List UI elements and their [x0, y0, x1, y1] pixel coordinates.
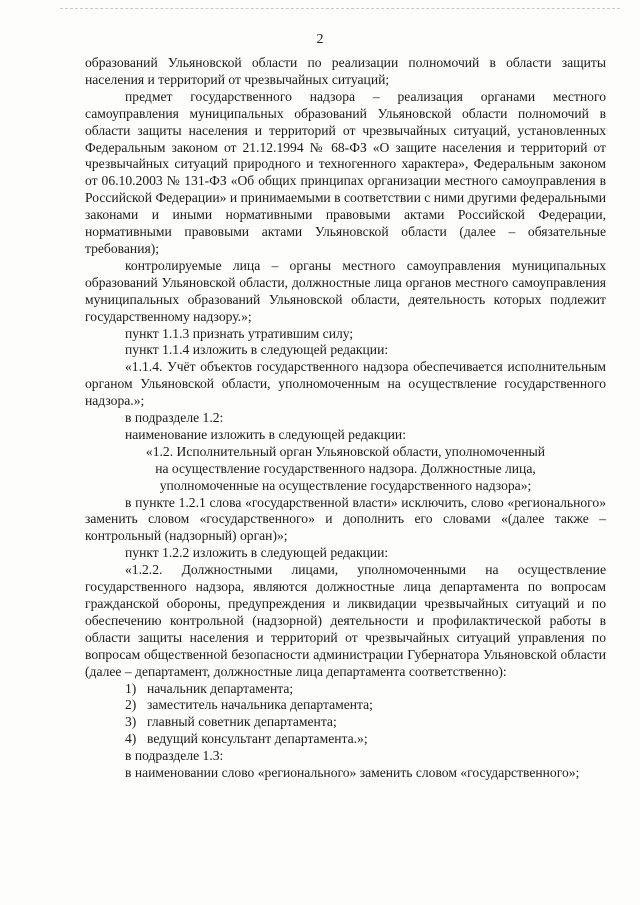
list-item-text: главный советник департамента;: [147, 714, 337, 730]
list-item-number: 3): [125, 714, 137, 730]
paragraph-item-1-2-1: в пункте 1.2.1 слова «государственной власти» исключить, слово «регионального» заменить словом «государственного» и дополнить его словами «(далее также – контрольный (надзорный) орган)»;: [85, 494, 606, 544]
paragraph-title-replacement: в наименовании слово «регионального» заменить словом «государственного»;: [125, 765, 580, 781]
paragraph-subject-of-supervision: предмет государственного надзора – реализация органами местного самоуправления муниципальных образований Ульяновской области полномочий в области защиты населения и территорий от чрезвычайных ситуаций, установленных Федеральным законом от 21.12.1994 № 68-ФЗ «О защите населения и территорий от чрезвычайных ситуаций природного и техногенного характера», Федеральным законом от 06.10.2003 № 131-ФЗ «Об общих принципах организации местного самоуправления в Российской Федерации» и принимаемыми в соответствии с ними другими федеральными законами и иными нормативными правовыми актами Российской Федерации, нормативными правовыми актами Ульяновской области (далее – обязательные требования);: [85, 88, 606, 256]
list-item: [85, 731, 606, 748]
section-heading-line-1: «1.2. Исполнительный орган Ульяновской области, уполномоченный: [145, 443, 546, 459]
paragraph-item-1-1-4-intro: пункт 1.1.4 изложить в следующей редакции:: [125, 342, 389, 358]
paragraph-item-1-2-2-intro: пункт 1.2.2 изложить в следующей редакции:: [125, 545, 389, 561]
page-number: 2: [316, 32, 324, 47]
paragraph-item-1-2-2-text: «1.2.2. Должностными лицами, уполномоченными на осуществление государственного надзора, являются должностные лица департамента по вопросам гражданской обороны, предупреждения и ликвидации чрезвычайных ситуаций и по обеспечению контрольной (надзорной) деятельности и профилактической работы в области защиты населения и территорий от чрезвычайных ситуаций управления по вопросам общественной безопасности администрации Губернатора Ульяновской области (далее – департамент, должностные лица департамента соответственно):: [85, 562, 606, 679]
paragraph-subsection-1-2: в подразделе 1.2:: [125, 410, 224, 426]
paragraph-subsection-1-3: в подразделе 1.3:: [125, 748, 224, 764]
paragraph-controlled-persons: контролируемые лица – органы местного самоуправления муниципальных образований Ульяновской области, должностные лица органов местного самоуправления муниципальных образований Ульяновской области, деятельность которых подлежит государственному надзору.»;: [85, 257, 606, 324]
list-item-number: 1): [125, 680, 137, 696]
officials-list: [85, 681, 606, 749]
paragraph-1: образований Ульяновской области по реализации полномочий в области защиты населения и территорий от чрезвычайных ситуаций;: [85, 55, 606, 87]
paragraph-item-1-1-3: пункт 1.1.3 признать утратившим силу;: [125, 325, 354, 341]
list-item: [85, 697, 606, 714]
document-body: [85, 55, 606, 782]
list-item-number: 4): [125, 731, 137, 747]
list-item-text: начальник департамента;: [147, 680, 294, 696]
list-item-number: 2): [125, 697, 137, 713]
paragraph-title-intro: наименование изложить в следующей редакции:: [125, 426, 406, 442]
list-item: [85, 681, 606, 698]
section-heading-line-2: на осуществление государственного надзора. Должностные лица,: [155, 460, 536, 476]
list-item-text: ведущий консультант департамента.»;: [147, 731, 368, 747]
list-item: [85, 714, 606, 731]
scan-edge-line: [60, 8, 620, 9]
paragraph-item-1-1-4-text: «1.1.4. Учёт объектов государственного надзора обеспечивается исполнительным органом Ульяновской области, уполномоченным на осуществление государственного надзора.»;: [85, 359, 606, 409]
section-heading-line-3: уполномоченные на осуществление государственного надзора»;: [159, 477, 532, 493]
list-item-text: заместитель начальника департамента;: [147, 697, 373, 713]
